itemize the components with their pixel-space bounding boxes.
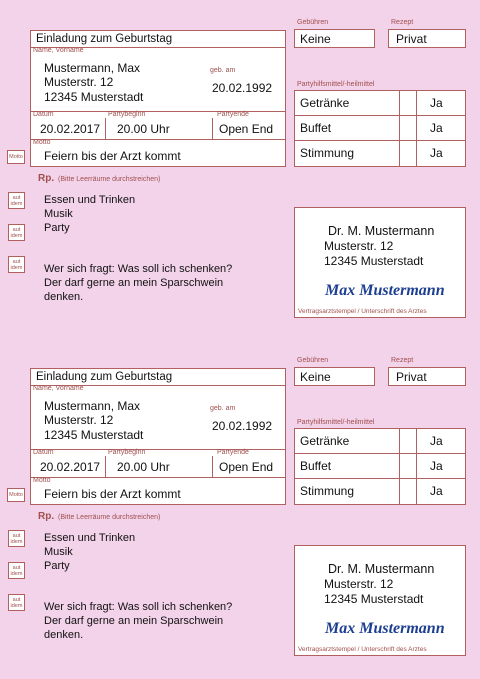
name-label: Name, Vorname [33, 385, 84, 392]
divider [30, 477, 286, 478]
motto-label: Motto [33, 139, 51, 146]
rx-line: Essen und Trinken [44, 532, 136, 544]
rx-line: Essen und Trinken [44, 194, 136, 206]
aid-item: Buffet [300, 121, 332, 135]
patient-street: Musterstr. 12 [44, 413, 114, 427]
dob-value: 20.02.1992 [212, 419, 273, 433]
rx-line: Musik [44, 546, 73, 558]
aids-label: Partyhilfsmittel/-heilmittel [297, 81, 375, 88]
divider [294, 453, 466, 454]
aids-label: Partyhilfsmittel/-heilmittel [297, 419, 375, 426]
aid-item: Buffet [300, 459, 332, 473]
motto-tag: Motto [7, 488, 25, 502]
rp-hint: (Bitte Leerräume durchstreichen) [58, 176, 161, 183]
aid-item: Getränke [300, 434, 350, 448]
rx-value: Privat [396, 32, 427, 46]
divider [212, 456, 213, 477]
end-value: Open End [219, 460, 274, 474]
divider [294, 140, 466, 141]
date-label: Datum [33, 449, 54, 456]
aid-value: Ja [430, 459, 443, 473]
question-line: denken. [44, 629, 84, 641]
aid-value: Ja [430, 146, 443, 160]
end-label: Partyende [217, 449, 249, 456]
rx-line: Party [44, 222, 70, 234]
motto-value: Feiern bis der Arzt kommt [44, 487, 181, 501]
patient-street: Musterstr. 12 [44, 75, 114, 89]
aut-idem-box[interactable]: aut idem [8, 256, 25, 273]
aid-value: Ja [430, 96, 443, 110]
question-line: Der darf gerne an mein Sparschwein [44, 277, 224, 289]
aut-idem-box[interactable]: aut idem [8, 594, 25, 611]
signature: Max Mustermann [325, 282, 445, 299]
fee-label: Gebühren [297, 357, 329, 364]
date-value: 20.02.2017 [40, 122, 101, 136]
rx-label: Rezept [391, 357, 414, 364]
motto-label: Motto [33, 477, 51, 484]
rx-label: Rezept [391, 19, 414, 26]
patient-name: Mustermann, Max [44, 61, 141, 75]
question-line: Wer sich fragt: Was soll ich schenken? [44, 601, 233, 613]
fee-label: Gebühren [297, 19, 329, 26]
dob-label: geb. am [210, 67, 236, 74]
rp-hint: (Bitte Leerräume durchstreichen) [58, 514, 161, 521]
divider [416, 90, 417, 167]
stamp-line: 12345 Musterstadt [324, 254, 424, 268]
stamp-line: Dr. M. Mustermann [328, 562, 435, 576]
patient-name: Mustermann, Max [44, 399, 141, 413]
question-line: Wer sich fragt: Was soll ich schenken? [44, 263, 233, 275]
start-value: 20.00 Uhr [117, 460, 170, 474]
question-line: Der darf gerne an mein Sparschwein [44, 615, 224, 627]
aut-idem-box[interactable]: aut idem [8, 192, 25, 209]
form-title: Einladung zum Geburtstag [36, 371, 173, 383]
rp-label: Rp. [38, 173, 55, 184]
rx-line: Party [44, 560, 70, 572]
dob-label: geb. am [210, 405, 236, 412]
rx-value: Privat [396, 370, 427, 384]
aut-idem-box[interactable]: aut idem [8, 224, 25, 241]
form-title: Einladung zum Geburtstag [36, 33, 173, 45]
divider [399, 90, 400, 167]
prescription-form [0, 0, 480, 336]
stamp-line: Musterstr. 12 [324, 577, 394, 591]
prescription-form [0, 338, 480, 674]
aut-idem-box[interactable]: aut idem [8, 562, 25, 579]
stamp-label: Vertragsarztstempel / Unterschrift des Arztes [298, 646, 427, 653]
fee-value: Keine [300, 370, 331, 384]
divider [212, 118, 213, 139]
name-label: Name, Vorname [33, 47, 84, 54]
patient-city: 12345 Musterstadt [44, 428, 144, 442]
start-value: 20.00 Uhr [117, 122, 170, 136]
aut-idem-box[interactable]: aut idem [8, 530, 25, 547]
divider [105, 456, 106, 477]
date-label: Datum [33, 111, 54, 118]
motto-tag: Motto [7, 150, 25, 164]
aid-value: Ja [430, 434, 443, 448]
aid-item: Getränke [300, 96, 350, 110]
fee-value: Keine [300, 32, 331, 46]
date-value: 20.02.2017 [40, 460, 101, 474]
divider [294, 478, 466, 479]
stamp-label: Vertragsarztstempel / Unterschrift des Arztes [298, 308, 427, 315]
divider [399, 428, 400, 505]
divider [416, 428, 417, 505]
rp-label: Rp. [38, 511, 55, 522]
end-value: Open End [219, 122, 274, 136]
stamp-line: Dr. M. Mustermann [328, 224, 435, 238]
divider [30, 139, 286, 140]
signature: Max Mustermann [325, 620, 445, 637]
end-label: Partyende [217, 111, 249, 118]
patient-city: 12345 Musterstadt [44, 90, 144, 104]
motto-value: Feiern bis der Arzt kommt [44, 149, 181, 163]
aid-item: Stimmung [300, 146, 355, 160]
stamp-line: 12345 Musterstadt [324, 592, 424, 606]
aid-value: Ja [430, 121, 443, 135]
divider [105, 118, 106, 139]
aid-value: Ja [430, 484, 443, 498]
question-line: denken. [44, 291, 84, 303]
dob-value: 20.02.1992 [212, 81, 273, 95]
aid-item: Stimmung [300, 484, 355, 498]
stamp-line: Musterstr. 12 [324, 239, 394, 253]
rx-line: Musik [44, 208, 73, 220]
start-label: Partybeginn [108, 449, 146, 456]
divider [294, 115, 466, 116]
start-label: Partybeginn [108, 111, 146, 118]
